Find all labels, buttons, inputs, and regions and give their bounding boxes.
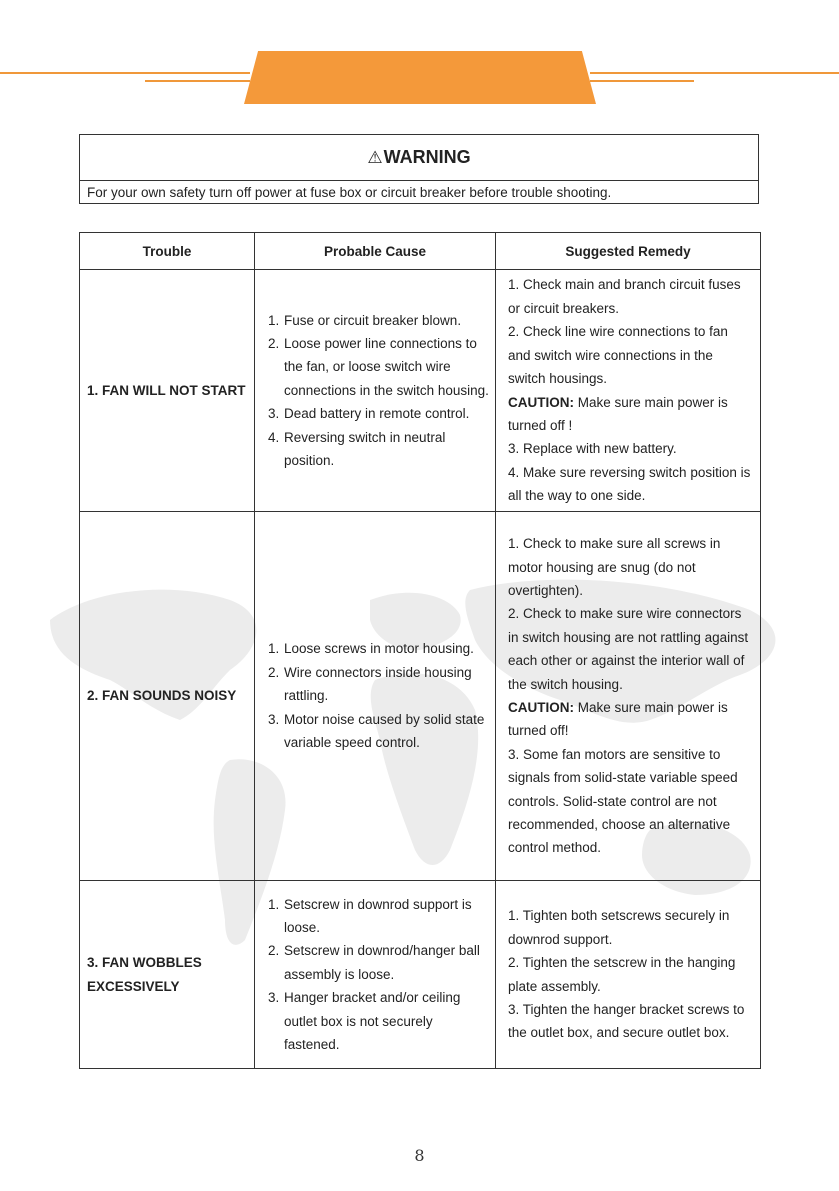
trouble-cell: 1. FAN WILL NOT START (80, 270, 255, 512)
caution-text: Make sure main power is turned off! (508, 700, 728, 739)
cause-item: 3. Dead battery in remote control. (283, 402, 489, 425)
caution-label: CAUTION: (508, 394, 574, 410)
cause-item: 3. Motor noise caused by solid state variable speed control. (283, 708, 489, 755)
header-rule-left-upper (0, 72, 250, 74)
remedy-item: 2. Tighten the setscrew in the hanging plate assembly. (508, 955, 736, 994)
caution-label: CAUTION: (508, 700, 574, 715)
column-header-trouble: Trouble (80, 233, 255, 270)
troubleshooting-table (79, 232, 761, 1069)
table-row (80, 512, 761, 881)
cause-item: 1. Setscrew in downrod support is loose. (283, 893, 489, 940)
remedy-cell (496, 881, 761, 1069)
cause-item: 2. Loose power line connections to the fan, or loose switch wire connections in the switch housing. (283, 332, 489, 402)
cause-cell (255, 881, 496, 1069)
caution-text: Make sure main power is turned off ! (508, 394, 728, 433)
warning-triangle-icon: ⚠ (367, 147, 383, 167)
remedy-caution (508, 696, 754, 743)
trouble-cell: 2. FAN SOUNDS NOISY (80, 512, 255, 881)
header-banner (244, 51, 596, 104)
cause-item: 1. Fuse or circuit breaker blown. (283, 309, 489, 332)
cause-item: 2. Setscrew in downrod/hanger ball assembly is loose. (283, 939, 489, 986)
remedy-item: 3. Replace with new battery. (508, 441, 677, 457)
remedy-item: 2. Check line wire connections to fan and switch wire connections in the switch housings. (508, 324, 728, 387)
remedy-item: 3. Some fan motors are sensitive to signals from solid-state variable speed controls. Solid-state control are not recommended, choose an alternative control method. (508, 746, 738, 856)
table-header-row (80, 233, 761, 270)
remedy-item: 1. Tighten both setscrews securely in downrod support. (508, 908, 730, 947)
trouble-cell: 3. FAN WOBBLES EXCESSIVELY (80, 881, 255, 1069)
remedy-item: 2. Check to make sure wire connectors in switch housing are not rattling against each other or against the interior wall of the switch housing. (508, 606, 749, 692)
remedy-item: 4. Make sure reversing switch position is all the way to one side. (508, 464, 751, 504)
remedy-item: 1. Check to make sure all screws in motor housing are snug (do not overtighten). (508, 536, 721, 598)
cause-cell (255, 270, 496, 512)
cause-cell (255, 512, 496, 881)
warning-title-row (80, 135, 758, 181)
cause-item: 3. Hanger bracket and/or ceiling outlet box is not securely fastened. (283, 986, 489, 1056)
column-header-cause: Probable Cause (255, 233, 496, 270)
cause-list (265, 893, 489, 1057)
remedy-cell (496, 270, 761, 512)
warning-text: For your own safety turn off power at fuse box or circuit breaker before trouble shooting. (87, 185, 612, 200)
cause-item: 2. Wire connectors inside housing rattling. (283, 661, 489, 708)
column-header-remedy: Suggested Remedy (496, 233, 761, 270)
warning-title: WARNING (383, 147, 471, 167)
header-rule-left-lower (145, 80, 250, 82)
page-number: 8 (414, 1146, 425, 1165)
cause-item: 4. Reversing switch in neutral position. (283, 426, 489, 473)
table-row (80, 270, 761, 512)
cause-item: 1. Loose screws in motor housing. (283, 637, 489, 660)
remedy-cell (496, 512, 761, 881)
table-row (80, 881, 761, 1069)
remedy-item: 3. Tighten the hanger bracket screws to the outlet box, and secure outlet box. (508, 1001, 745, 1041)
cause-list (265, 309, 489, 473)
remedy-caution (508, 391, 754, 438)
cause-list (265, 637, 489, 754)
header-rule-right-upper (590, 72, 839, 74)
header-rule-right-lower (590, 80, 694, 82)
remedy-item: 1. Check main and branch circuit fuses or circuit breakers. (508, 277, 741, 316)
warning-box (79, 134, 759, 204)
